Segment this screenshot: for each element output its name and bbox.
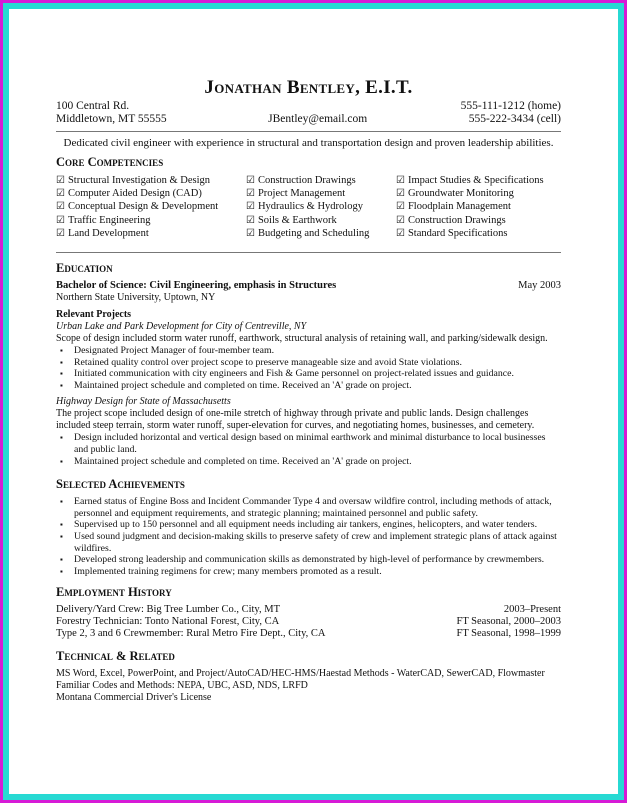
contact-row-2 bbox=[56, 113, 561, 126]
competency-item: ☑ Standard Specifications bbox=[396, 227, 561, 240]
job-role: Type 2, 3 and 6 Crewmember: Rural Metro Fire Dept., City, CA bbox=[56, 628, 326, 640]
project-1-bullets bbox=[56, 345, 561, 391]
project-1-bullet: ▪ Initiated communication with city engineers and Fish & Game personnel on project-related issues and guidance. bbox=[74, 368, 561, 380]
technical-list bbox=[56, 668, 561, 704]
project-2-title: Highway Design for State of Massachusetts bbox=[56, 396, 231, 408]
address-line-1: 100 Central Rd. bbox=[56, 100, 130, 112]
competency-item: ☑ Conceptual Design & Development bbox=[56, 200, 246, 213]
employment-row bbox=[56, 616, 561, 628]
technical-title: Technical & Related bbox=[56, 649, 175, 664]
project-1-title: Urban Lake and Park Development for City of Centreville, NY bbox=[56, 321, 307, 333]
employment-heading bbox=[56, 585, 561, 600]
technical-line: MS Word, Excel, PowerPoint, and Project/AutoCAD/HEC-HMS/Haestad Methods - WaterCAD, SewerCAD, Flowmaster bbox=[56, 668, 545, 680]
school: Northern State University, Uptown, NY bbox=[56, 292, 216, 304]
competency-item: ☑ Soils & Earthwork bbox=[246, 214, 396, 227]
competency-item: ☑ Impact Studies & Specifications bbox=[396, 174, 561, 187]
employment-title: Employment History bbox=[56, 585, 172, 600]
employment-row bbox=[56, 628, 561, 640]
technical-line: Montana Commercial Driver's License bbox=[56, 692, 212, 704]
job-dates: 2003–Present bbox=[503, 604, 561, 616]
contact-row-1 bbox=[56, 100, 561, 113]
competency-item: ☑ Computer Aided Design (CAD) bbox=[56, 187, 246, 200]
competency-item: ☑ Hydraulics & Hydrology bbox=[246, 200, 396, 213]
education-heading bbox=[56, 261, 561, 276]
email: JBentley@email.com bbox=[268, 113, 368, 125]
achievements-list bbox=[56, 496, 561, 577]
core-competencies-heading bbox=[56, 155, 561, 170]
project-2-desc: The project scope included design of one-mile stretch of highway through private and public lands. Design challenges included steep terrain, storm water runoff, super-elevation for curves, and negotiating homes, businesses, and cemetery. bbox=[56, 408, 535, 432]
achievement-item: ▪ Used sound judgment and decision-making skills to preserve safety of crew and implement strategic plans of attack against wildfires. bbox=[74, 531, 561, 554]
core-title: Core Competencies bbox=[56, 155, 164, 169]
core-competencies-grid bbox=[56, 174, 561, 240]
competency-item: ☑ Land Development bbox=[56, 227, 246, 240]
achievement-item: ▪ Earned status of Engine Boss and Incident Commander Type 4 and oversaw wildfire control, including methods of attack, personnel and equipment requirements, and strategic planning; maintained personnel and public safety. bbox=[74, 496, 561, 519]
degree-row bbox=[56, 280, 561, 292]
degree-date: May 2003 bbox=[518, 280, 561, 292]
candidate-name bbox=[56, 76, 561, 100]
competency-item: ☑ Traffic Engineering bbox=[56, 214, 246, 227]
employment-list bbox=[56, 604, 561, 640]
competency-item: ☑ Project Management bbox=[246, 187, 396, 200]
divider bbox=[56, 131, 561, 132]
competency-item: ☑ Groundwater Monitoring bbox=[396, 187, 561, 200]
achievements-title: Selected Achievements bbox=[56, 477, 185, 492]
project-2-bullet: ▪ Design included horizontal and vertical design based on minimal earthwork and minimal disturbance to local businesses and public land. bbox=[74, 432, 561, 455]
project-2-bullets bbox=[56, 432, 561, 467]
education-title: Education bbox=[56, 261, 113, 276]
achievement-item: ▪ Developed strong leadership and communication skills as demonstrated by high-level of performance by crewmembers. bbox=[74, 554, 561, 566]
summary: Dedicated civil engineer with experience in structural and transportation design and proven leadership abilities. bbox=[63, 137, 554, 149]
employment-row bbox=[56, 604, 561, 616]
job-role: Forestry Technician: Tonto National Forest, City, CA bbox=[56, 616, 280, 628]
address-line-2: Middletown, MT 55555 bbox=[56, 113, 167, 125]
achievement-item: ▪ Supervised up to 150 personnel and all equipment needs including air tankers, engines, helicopters, and water tenders. bbox=[74, 519, 561, 531]
home-phone: 555-111-1212 (home) bbox=[460, 100, 561, 112]
competency-item: ☑ Structural Investigation & Design bbox=[56, 174, 246, 187]
project-1-desc: Scope of design included storm water runoff, earthwork, structural analysis of retaining wall, and parking/sidewalk design. bbox=[56, 333, 548, 345]
competency-item: ☑ Construction Drawings bbox=[396, 214, 561, 227]
candidate-name-text: Jonathan Bentley, E.I.T. bbox=[204, 77, 413, 98]
technical-line: Familiar Codes and Methods: NEPA, UBC, ASD, NDS, LRFD bbox=[56, 680, 308, 692]
competency-item: ☑ Floodplain Management bbox=[396, 200, 561, 213]
cell-phone: 555-222-3434 (cell) bbox=[468, 113, 561, 125]
project-1-bullet: ▪ Maintained project schedule and completed on time. Received an 'A' grade on project. bbox=[74, 380, 561, 392]
project-2-bullet: ▪ Maintained project schedule and completed on time. Received an 'A' grade on project. bbox=[74, 456, 561, 468]
projects-title: Relevant Projects bbox=[56, 309, 132, 321]
project-1-bullet: ▪ Designated Project Manager of four-member team. bbox=[74, 345, 561, 357]
job-dates: FT Seasonal, 1998–1999 bbox=[456, 628, 561, 640]
resume-content bbox=[56, 76, 561, 704]
degree: Bachelor of Science: Civil Engineering, emphasis in Structures bbox=[56, 280, 337, 292]
competency-item: ☑ Construction Drawings bbox=[246, 174, 396, 187]
job-dates: FT Seasonal, 2000–2003 bbox=[456, 616, 561, 628]
achievement-item: ▪ Implemented training regimens for crew; many members promoted as a result. bbox=[74, 566, 561, 578]
divider bbox=[56, 252, 561, 253]
technical-heading bbox=[56, 649, 561, 664]
competency-item: ☑ Budgeting and Scheduling bbox=[246, 227, 396, 240]
project-1-bullet: ▪ Retained quality control over project scope to preserve manageable size and avoid State violations. bbox=[74, 357, 561, 369]
achievements-heading bbox=[56, 477, 561, 492]
job-role: Delivery/Yard Crew: Big Tree Lumber Co., City, MT bbox=[56, 604, 280, 616]
